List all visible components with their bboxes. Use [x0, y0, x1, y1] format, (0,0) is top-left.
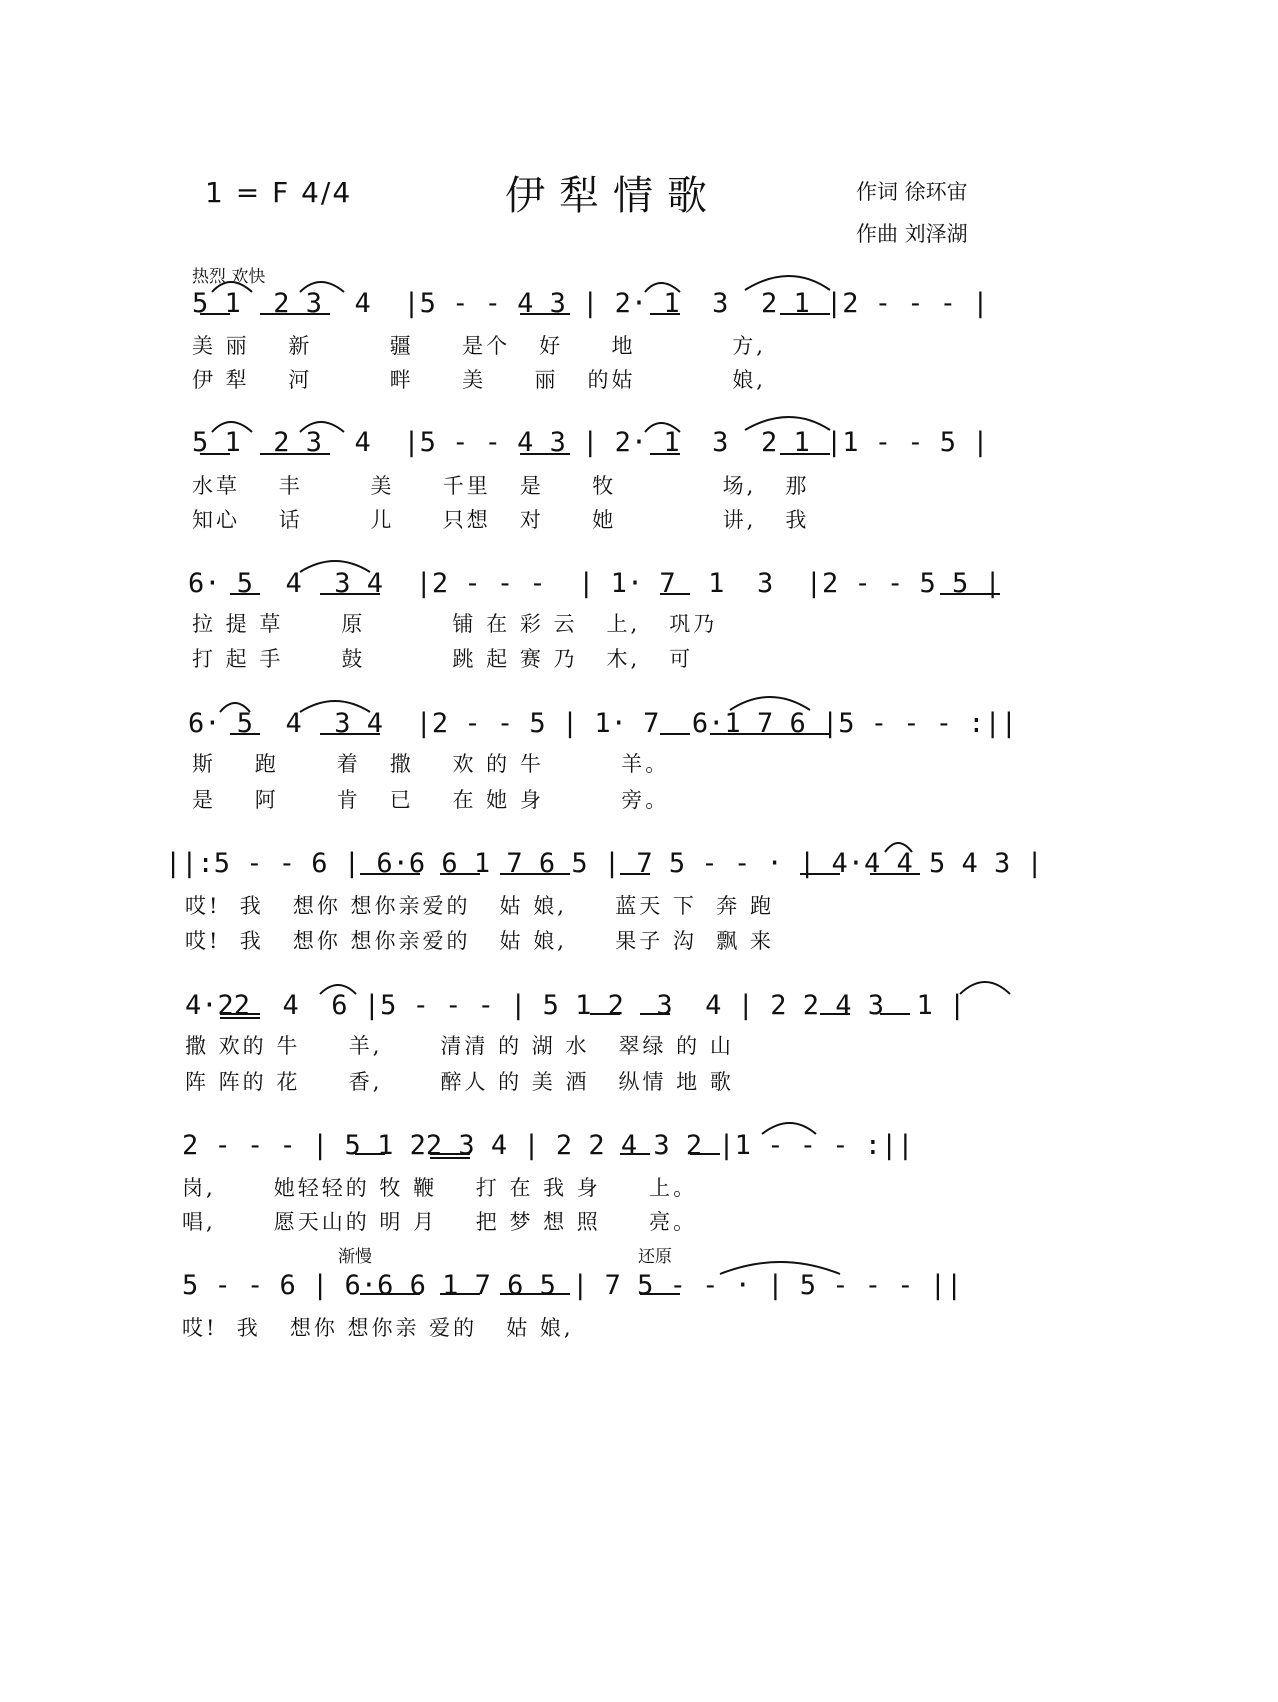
lyric-line: 斯 跑 着 撒 欢 的 牛 羊。: [192, 752, 670, 776]
slur: [960, 982, 1010, 994]
slur: [300, 422, 344, 432]
lyric-line: 水草 丰 美 千里 是 牧 场, 那: [192, 474, 810, 498]
lyric-line: 阵 阵的 花 香, 醉人 的 美 酒 纵情 地 歌: [185, 1070, 734, 1094]
notation-line: 6· 5 4 3 4 |2 - - 5 | 1· 7 6·1 7 6 |5 - - - :||: [188, 708, 1018, 739]
notation-line: 2 - - - | 5 1 22 3 4 | 2 2 4 3 2 |1 - - - :||: [182, 1130, 914, 1161]
lyric-line: 是 阿 肯 已 在 她 身 旁。: [192, 788, 670, 812]
lyric-line: 岗, 她轻轻的 牧 鞭 打 在 我 身 上。: [182, 1176, 698, 1200]
lyric-line: 打 起 手 鼓 跳 起 赛 乃 木, 可: [192, 647, 694, 671]
notation-line: 4·22 4 6 |5 - - - | 5 1 2 3 4 | 2 2 4 3 1 |: [185, 990, 966, 1021]
lyric-line: 哎! 我 想你 想你亲爱的 姑 娘, 蓝天 下 奔 跑: [185, 894, 774, 918]
slur: [300, 701, 370, 712]
notation-line: 5 1 2 3 4 |5 - - 4 3 | 2· 1 3 2 1 |2 - - - |: [192, 288, 989, 319]
slur: [320, 985, 356, 994]
tempo-marking: 还原: [638, 1247, 672, 1267]
lyric-line: 知心 话 儿 只想 对 她 讲, 我: [192, 508, 810, 532]
slur: [745, 417, 830, 430]
lyric-line: 伊 犁 河 畔 美 丽 的姑 娘,: [192, 368, 766, 392]
slur: [212, 282, 252, 292]
lyric-line: 唱, 愿天山的 明 月 把 梦 想 照 亮。: [182, 1210, 698, 1234]
lyric-line: 哎! 我 想你 想你亲爱的 姑 娘, 果子 沟 飘 来: [185, 929, 774, 953]
song-title: 伊犁情歌: [505, 173, 721, 219]
notation-line: 5 1 2 3 4 |5 - - 4 3 | 2· 1 3 2 1 |1 - - 5 |: [192, 427, 989, 458]
slur: [762, 1123, 816, 1134]
lyric-line: 哎! 我 想你 想你亲 爱的 姑 娘,: [182, 1316, 574, 1340]
notation-line: ||:5 - - 6 | 6·6 6 1 7 6 5 | 7 5 - - · | 4·4 4 5 4 3 |: [165, 848, 1043, 879]
slur: [730, 697, 810, 710]
slur: [300, 282, 344, 292]
slur: [212, 422, 252, 432]
lyricist-credit: 作词 徐环宙: [856, 180, 968, 204]
lyric-line: 美 丽 新 疆 是个 好 地 方,: [192, 334, 766, 358]
tempo-marking: 热烈 欢快: [192, 267, 266, 287]
notation-line: 6· 5 4 3 4 |2 - - - | 1· 7 1 3 |2 - - 5 5 |: [188, 568, 1001, 599]
slur: [645, 423, 680, 432]
lyric-line: 撒 欢的 牛 羊, 清清 的 湖 水 翠绿 的 山: [185, 1034, 734, 1058]
slur: [885, 843, 912, 852]
slur: [720, 1262, 840, 1274]
slur: [300, 561, 370, 572]
lyric-line: 拉 提 草 原 铺 在 彩 云 上, 巩乃: [192, 612, 718, 636]
slur: [220, 703, 250, 712]
key-signature: 1 = F 4/4: [205, 176, 353, 209]
notation-line: 5 - - 6 | 6·6 6 1 7 6 5 | 7 5 - - · | 5 - - - ||: [182, 1270, 963, 1301]
tempo-marking: 渐慢: [338, 1247, 372, 1267]
composer-credit: 作曲 刘泽湖: [856, 222, 968, 246]
slur: [745, 276, 830, 290]
slur: [645, 283, 680, 292]
